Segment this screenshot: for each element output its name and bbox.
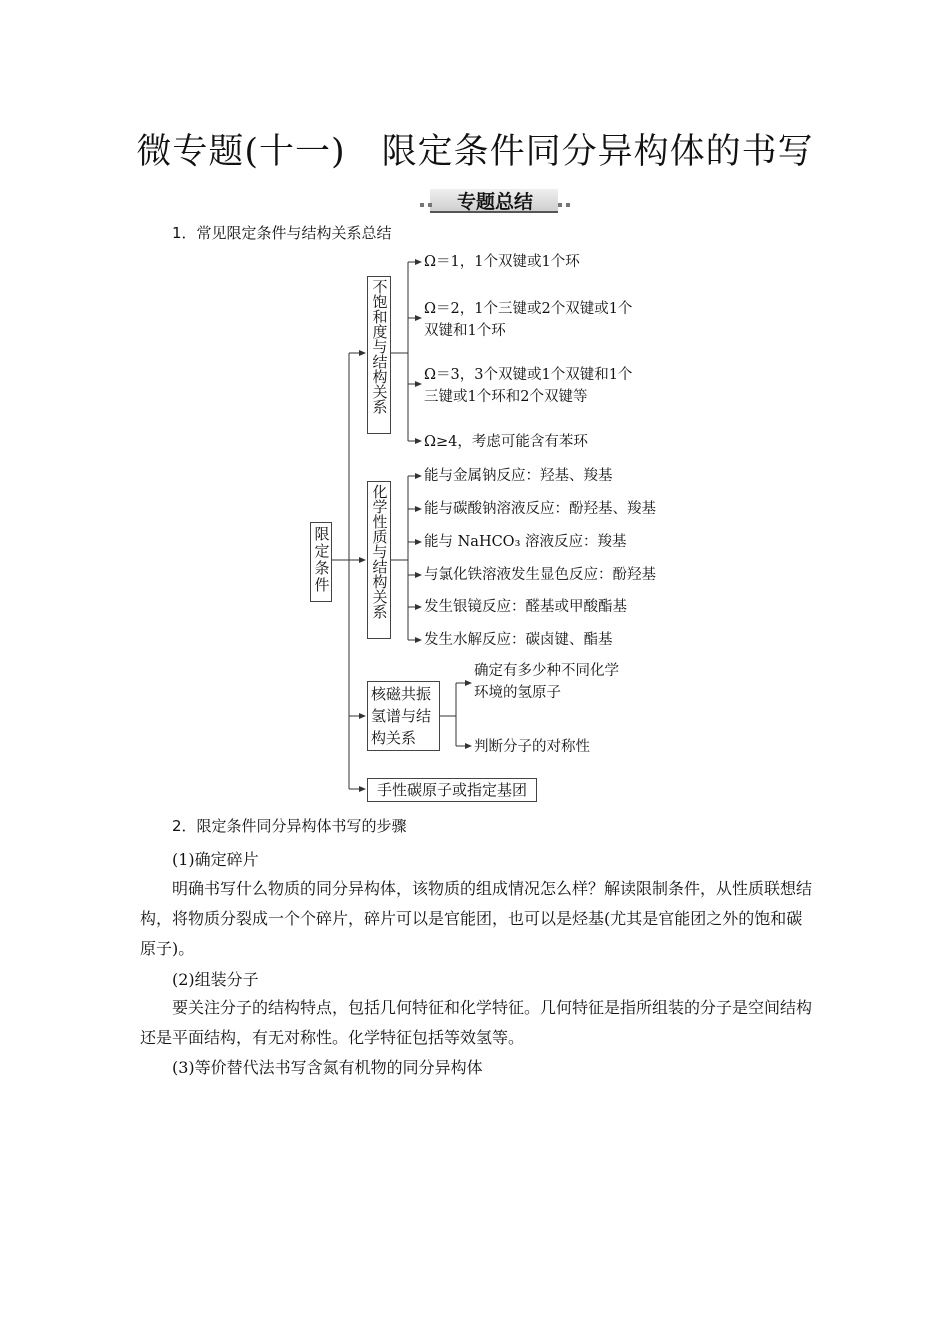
leaf-item: Ω＝2，1个三键或2个双键或1个 xyxy=(424,301,633,317)
leaf-item: 三键或1个环和2个双键等 xyxy=(424,389,588,405)
branch-nmr-box xyxy=(367,681,440,751)
branch-chemistry-box xyxy=(367,481,391,639)
branch-label: 不饱和度与结构关系 xyxy=(370,279,389,414)
branch-unsaturation-box xyxy=(367,276,391,434)
branch-label: 手性碳原子或指定基团 xyxy=(376,781,527,799)
leaf-item: 发生银镜反应：醛基或甲酸酯基 xyxy=(424,599,627,615)
step-heading: (3)等价替代法书写含氮有机物的同分异构体 xyxy=(172,1058,483,1077)
banner-text: 专题总结 xyxy=(456,191,533,213)
branch-chiral-box xyxy=(367,778,537,802)
leaf-item: 能与碳酸钠溶液反应：酚羟基、羧基 xyxy=(424,501,656,517)
root-label: 限定条件 xyxy=(312,526,331,594)
leaf-item: Ω＝1，1个双键或1个环 xyxy=(424,254,580,270)
leaf-item: 发生水解反应：碳卤键、酯基 xyxy=(424,632,613,648)
leaf-item: 与氯化铁溶液发生显色反应：酚羟基 xyxy=(424,567,656,583)
root-box xyxy=(310,522,332,602)
step-heading: (1)确定碎片 xyxy=(172,850,259,869)
paragraph: 明确书写什么物质的同分异构体，该物质的组成情况怎么样？解读限制条件，从性质联想结构，将物质分裂成一个个碎片，碎片可以是官能团，也可以是烃基(尤其是官能团之外的饱和碳原子)。 xyxy=(140,879,813,958)
leaf-item: 双键和1个环 xyxy=(424,323,506,339)
leaf-item: 确定有多少种不同化学 xyxy=(474,663,619,679)
section1-heading: 1．常见限定条件与结构关系总结 xyxy=(172,224,392,242)
branch-label-line: 氢谱与结 xyxy=(371,707,432,725)
step-heading: (2)组装分子 xyxy=(172,970,259,989)
branch-label-line: 构关系 xyxy=(371,729,417,747)
leaf-item: Ω≥4，考虑可能含有苯环 xyxy=(424,434,588,450)
page-title: 微专题(十一) 限定条件同分异构体的书写 xyxy=(136,132,814,172)
leaf-item: 环境的氢原子 xyxy=(474,685,561,701)
branch-label-line: 核磁共振 xyxy=(371,685,432,703)
branch-label: 化学性质与结构关系 xyxy=(370,484,389,619)
leaf-item: 能与金属钠反应：羟基、羧基 xyxy=(424,468,613,484)
leaf-item: 判断分子的对称性 xyxy=(474,739,590,755)
paragraph: 要关注分子的结构特点，包括几何特征和化学特征。几何特征是指所组装的分子是空间结构还是平面结构，有无对称性。化学特征包括等效氢等。 xyxy=(140,998,813,1047)
section2-heading: 2．限定条件同分异构体书写的步骤 xyxy=(172,817,407,835)
leaf-item: 能与 NaHCO₃ 溶液反应：羧基 xyxy=(424,534,627,550)
leaf-item: Ω＝3，3个双键或1个双键和1个 xyxy=(424,367,633,383)
